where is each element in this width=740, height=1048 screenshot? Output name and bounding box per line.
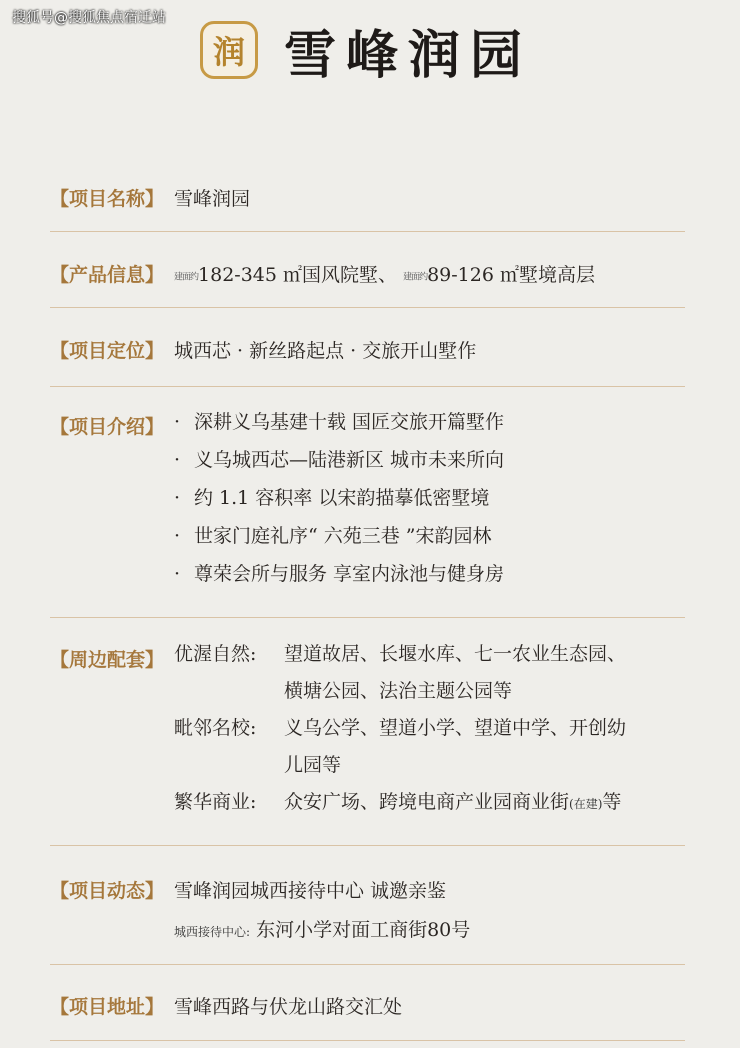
school-line-1: 义乌公学、望道小学、望道中学、开创幼 [284, 717, 627, 739]
business-value: 众安广场、跨境电商产业园商业街 [284, 791, 570, 813]
label-amenities: 【周边配套】 [50, 649, 165, 671]
news-block [174, 876, 470, 942]
divider [50, 386, 685, 387]
nature-line-1: 望道故居、长堰水库、七一农业生态园、 [284, 643, 627, 665]
nature-line-2: 横塘公园、法治主题公园等 [284, 680, 513, 702]
nature-key: 优渥自然: [174, 643, 257, 665]
list-item: · 约 1.1 容积率 以宋韵描摹低密墅境 [174, 487, 490, 509]
product-value-1: 182-345 ㎡国风院墅、 [198, 264, 398, 286]
header [200, 14, 532, 86]
divider [50, 1040, 685, 1041]
label-project-name: 【项目名称】 [50, 188, 165, 210]
label-product-info: 【产品信息】 [50, 264, 165, 286]
value-product-info [174, 260, 595, 287]
school-line-2: 儿园等 [284, 754, 342, 776]
business-note: (在建) [569, 797, 603, 811]
divider [50, 845, 685, 846]
label-positioning: 【项目定位】 [50, 340, 165, 362]
label-address: 【项目地址】 [50, 996, 165, 1018]
list-item: · 义乌城西芯—陆港新区 城市未来所向 [174, 449, 505, 471]
value-positioning: 城西芯 · 新丝路起点 · 交旅开山墅作 [174, 340, 477, 362]
divider [50, 307, 685, 308]
divider [50, 617, 685, 618]
business-key: 繁华商业: [174, 791, 257, 813]
area-tag-1: 建面约 [174, 272, 199, 283]
logo-seal-char: 润 [212, 33, 245, 71]
reception-address: 东河小学对面工商街80号 [256, 919, 471, 941]
product-value-2: 89-126 ㎡墅境高层 [427, 264, 595, 286]
intro-list [174, 403, 504, 593]
label-intro: 【项目介绍】 [50, 416, 165, 438]
divider [50, 231, 685, 232]
reception-key: 城西接待中心: [174, 925, 251, 939]
school-key: 毗邻名校: [174, 717, 257, 739]
list-item: · 尊荣会所与服务 享室内泳池与健身房 [174, 563, 505, 585]
logo-seal [200, 21, 258, 79]
watermark-text: 搜狐号@搜狐焦点宿迁站 [12, 10, 166, 26]
amenities-block [174, 636, 626, 823]
list-item: · 世家门庭礼序“ 六苑三巷 ”宋韵园林 [174, 525, 492, 547]
area-tag-2: 建面约 [403, 272, 428, 283]
value-project-name: 雪峰润园 [174, 188, 251, 210]
divider [50, 964, 685, 965]
brand-title: 雪峰润园 [284, 24, 533, 86]
business-tail: 等 [602, 791, 622, 813]
news-value: 雪峰润园城西接待中心 诚邀亲鉴 [174, 880, 447, 902]
label-news: 【项目动态】 [50, 880, 165, 902]
value-address: 雪峰西路与伏龙山路交汇处 [174, 996, 403, 1018]
list-item: · 深耕义乌基建十载 国匠交旅开篇墅作 [174, 411, 505, 433]
